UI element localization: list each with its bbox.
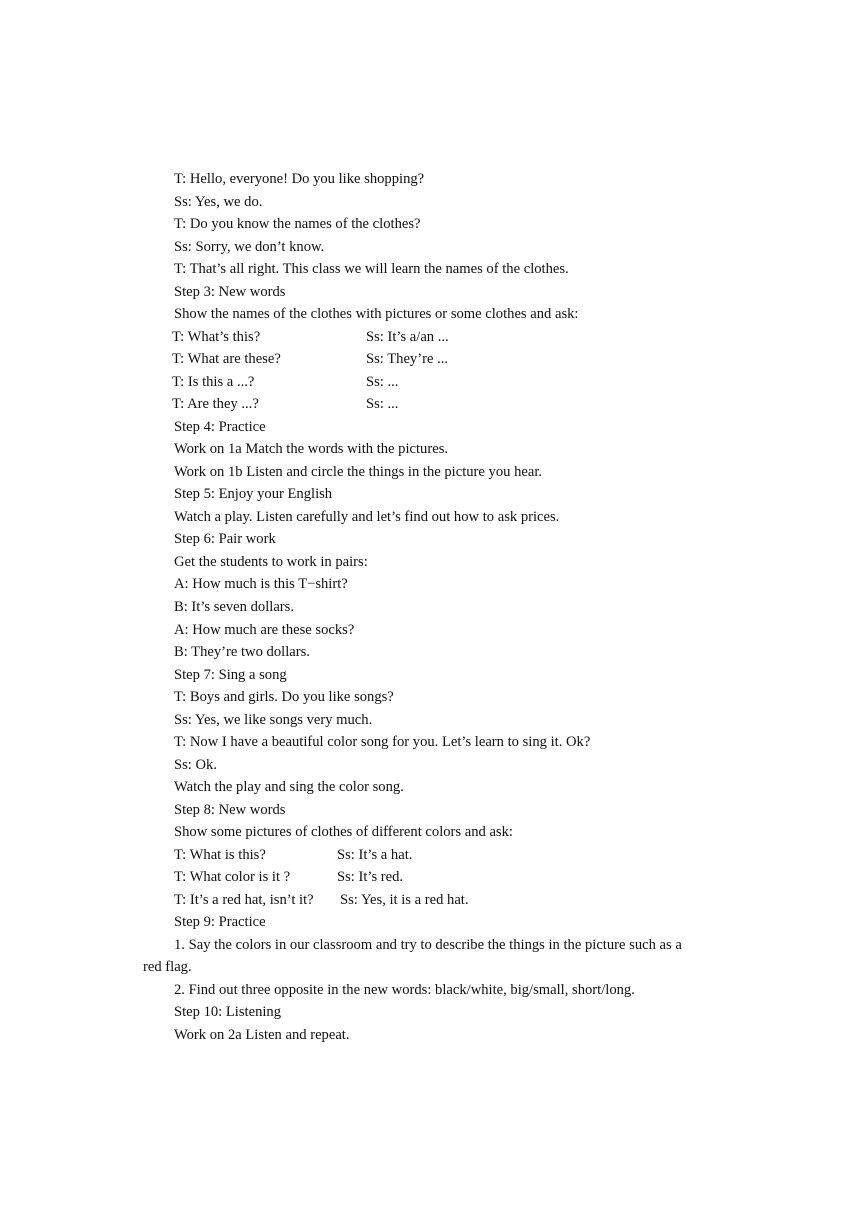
dialogue-line: Ss: Sorry, we don’t know. bbox=[174, 239, 325, 255]
numbered-item: 2. Find out three opposite in the new words: black/white, big/small, short/long. bbox=[174, 982, 635, 998]
qa-students: Ss: It’s a/an ... bbox=[366, 329, 449, 345]
step-heading: Step 9: Practice bbox=[174, 914, 266, 930]
instruction-line: Get the students to work in pairs: bbox=[174, 554, 368, 570]
dialogue-line: Ss: Yes, we like songs very much. bbox=[174, 712, 373, 728]
dialogue-line: T: Hello, everyone! Do you like shopping? bbox=[174, 171, 425, 187]
dialogue-line: T: Now I have a beautiful color song for you. Let’s learn to sing it. Ok? bbox=[174, 734, 591, 750]
step-heading: Step 3: New words bbox=[174, 284, 286, 300]
qa-students: Ss: Yes, it is a red hat. bbox=[340, 892, 469, 908]
qa-teacher: T: What color is it ? bbox=[174, 869, 291, 885]
qa-teacher: T: What are these? bbox=[172, 351, 281, 367]
dialogue-line: Ss: Yes, we do. bbox=[174, 194, 263, 210]
step-heading: Step 10: Listening bbox=[174, 1004, 282, 1020]
qa-teacher: T: Are they ...? bbox=[172, 396, 259, 412]
step-heading: Step 7: Sing a song bbox=[174, 667, 287, 683]
dialogue-line: T: Do you know the names of the clothes? bbox=[174, 216, 421, 232]
instruction-line: Watch the play and sing the color song. bbox=[174, 779, 404, 795]
dialogue-line: Ss: Ok. bbox=[174, 757, 217, 773]
qa-teacher: T: It’s a red hat, isn’t it? bbox=[174, 892, 314, 908]
instruction-line: Work on 2a Listen and repeat. bbox=[174, 1027, 350, 1043]
instruction-line: Work on 1a Match the words with the pictures. bbox=[174, 441, 449, 457]
instruction-line: Watch a play. Listen carefully and let’s find out how to ask prices. bbox=[174, 509, 560, 525]
qa-teacher: T: What is this? bbox=[174, 847, 266, 863]
instruction-line: Work on 1b Listen and circle the things in the picture you hear. bbox=[174, 464, 543, 480]
dialogue-line: A: How much is this T−shirt? bbox=[174, 576, 348, 592]
step-heading: Step 6: Pair work bbox=[174, 531, 276, 547]
dialogue-line: B: They’re two dollars. bbox=[174, 644, 310, 660]
qa-students: Ss: It’s a hat. bbox=[337, 847, 413, 863]
instruction-line: Show the names of the clothes with pictures or some clothes and ask: bbox=[174, 306, 579, 322]
qa-students: Ss: ... bbox=[366, 374, 399, 390]
qa-teacher: T: Is this a ...? bbox=[172, 374, 255, 390]
step-heading: Step 4: Practice bbox=[174, 419, 266, 435]
dialogue-line: T: Boys and girls. Do you like songs? bbox=[174, 689, 394, 705]
qa-students: Ss: ... bbox=[366, 396, 399, 412]
qa-students: Ss: They’re ... bbox=[366, 351, 449, 367]
qa-teacher: T: What’s this? bbox=[172, 329, 261, 345]
step-heading: Step 8: New words bbox=[174, 802, 286, 818]
step-heading: Step 5: Enjoy your English bbox=[174, 486, 333, 502]
dialogue-line: B: It’s seven dollars. bbox=[174, 599, 294, 615]
qa-students: Ss: It’s red. bbox=[337, 869, 404, 885]
dialogue-line: A: How much are these socks? bbox=[174, 622, 355, 638]
instruction-line: Show some pictures of clothes of different colors and ask: bbox=[174, 824, 513, 840]
dialogue-line: T: That’s all right. This class we will learn the names of the clothes. bbox=[174, 261, 569, 277]
numbered-item-continuation: red flag. bbox=[143, 959, 192, 975]
numbered-item: 1. Say the colors in our classroom and try to describe the things in the picture such as a bbox=[174, 937, 682, 953]
